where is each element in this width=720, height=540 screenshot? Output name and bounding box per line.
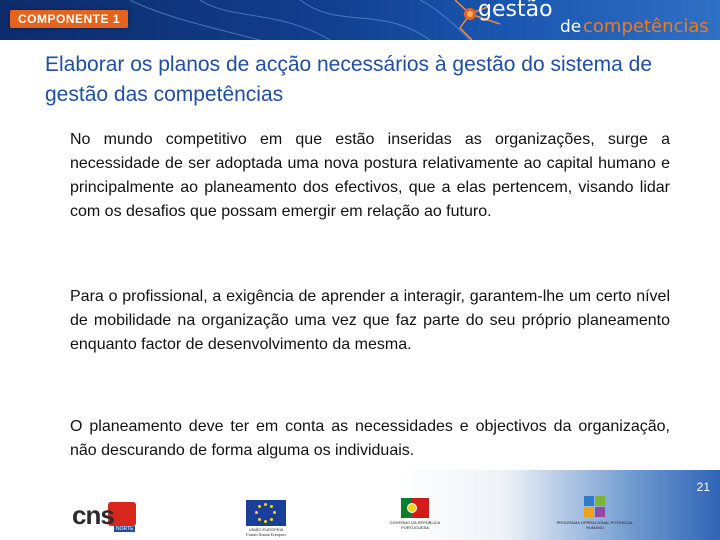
paragraph-3: O planeamento deve ter em conta as necessidades e objectivos da organização, não descurando de forma alguma os individuais. xyxy=(70,418,670,459)
portugal-logo xyxy=(385,498,445,530)
portugal-flag-icon xyxy=(401,498,429,518)
portugal-logo-caption: GOVERNO DA REPÚBLICA PORTUGUESA xyxy=(389,520,441,530)
page-number: 21 xyxy=(696,480,710,494)
paragraph-1: No mundo competitivo em que estão inseridas as organizações, surge a necessidade de ser adoptada uma nova postura relativamente ao capital humano e principalmente ao planeamento dos efectivos, que a elas pertencem, visando lidar com os desafios que possam emergir em relação ao futuro. xyxy=(70,131,670,220)
eu-logo xyxy=(244,500,288,537)
qren-mark-icon xyxy=(584,496,606,518)
qren-logo-caption: PROGRAMA OPERACIONAL POTENCIAL HUMANO xyxy=(556,520,634,530)
eu-flag-icon xyxy=(246,500,286,526)
paragraph-2: Para o profissional, a exigência de aprender a interagir, garantem-lhe um certo nível de mobilidade na organização uma vez que faz parte do seu próprio planeamento enquanto factor de desenvolvimento da mesma. xyxy=(70,288,670,353)
cns-logo-sub: NORTE xyxy=(116,526,134,532)
header-banner xyxy=(0,0,720,40)
cns-logo xyxy=(72,500,140,536)
brand-word-gestao: gestão xyxy=(478,0,553,22)
footer-bar xyxy=(0,470,720,540)
slide-title: Elaborar os planos de acção necessários à gestão do sistema de gestão das competências xyxy=(45,53,653,106)
cns-logo-text: cns xyxy=(72,500,114,530)
qren-logo xyxy=(550,496,640,530)
component-tag: COMPONENTE 1 xyxy=(10,10,128,28)
brand-word-de: de xyxy=(560,17,582,37)
brand-word-competencias: competências xyxy=(583,16,709,37)
eu-logo-caption: UNIÃO EUROPEIA Fundo Social Europeu xyxy=(246,527,286,537)
